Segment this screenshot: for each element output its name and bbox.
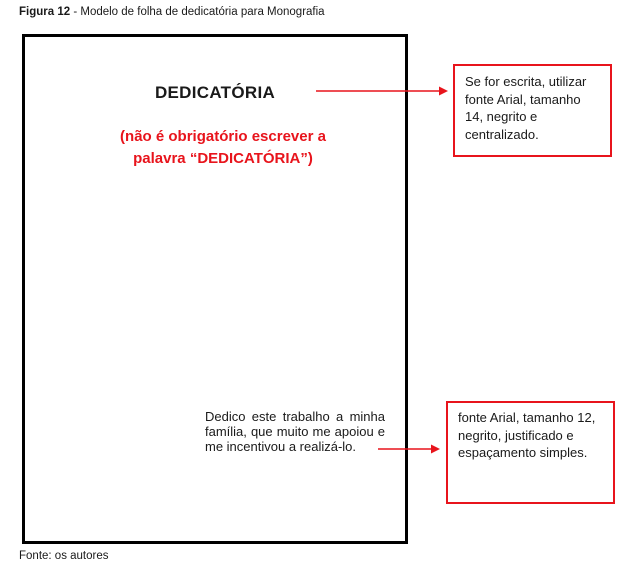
figure-title: - Modelo de folha de dedicatória para Monografia (70, 6, 325, 18)
dedication-arrow (378, 445, 440, 454)
optional-heading-note: (não é obrigatório escrever a palavra “DEDICATÓRIA”) (120, 128, 326, 167)
heading-arrow (316, 87, 448, 96)
heading-format-callout: Se for escrita, utilizar fonte Arial, tamanho 14, negrito e centralizado. (453, 64, 612, 157)
source-note: Fonte: os autores (19, 550, 109, 562)
dedication-text: Dedico este trabalho a minha família, que muito me apoiou e me incentivou a realizá-lo. (205, 409, 385, 454)
text-format-callout: fonte Arial, tamanho 12, negrito, justificado e espaçamento simples. (446, 401, 615, 504)
figure-label: Figura 12 (19, 6, 71, 18)
dedication-heading: DEDICATÓRIA (154, 83, 276, 102)
